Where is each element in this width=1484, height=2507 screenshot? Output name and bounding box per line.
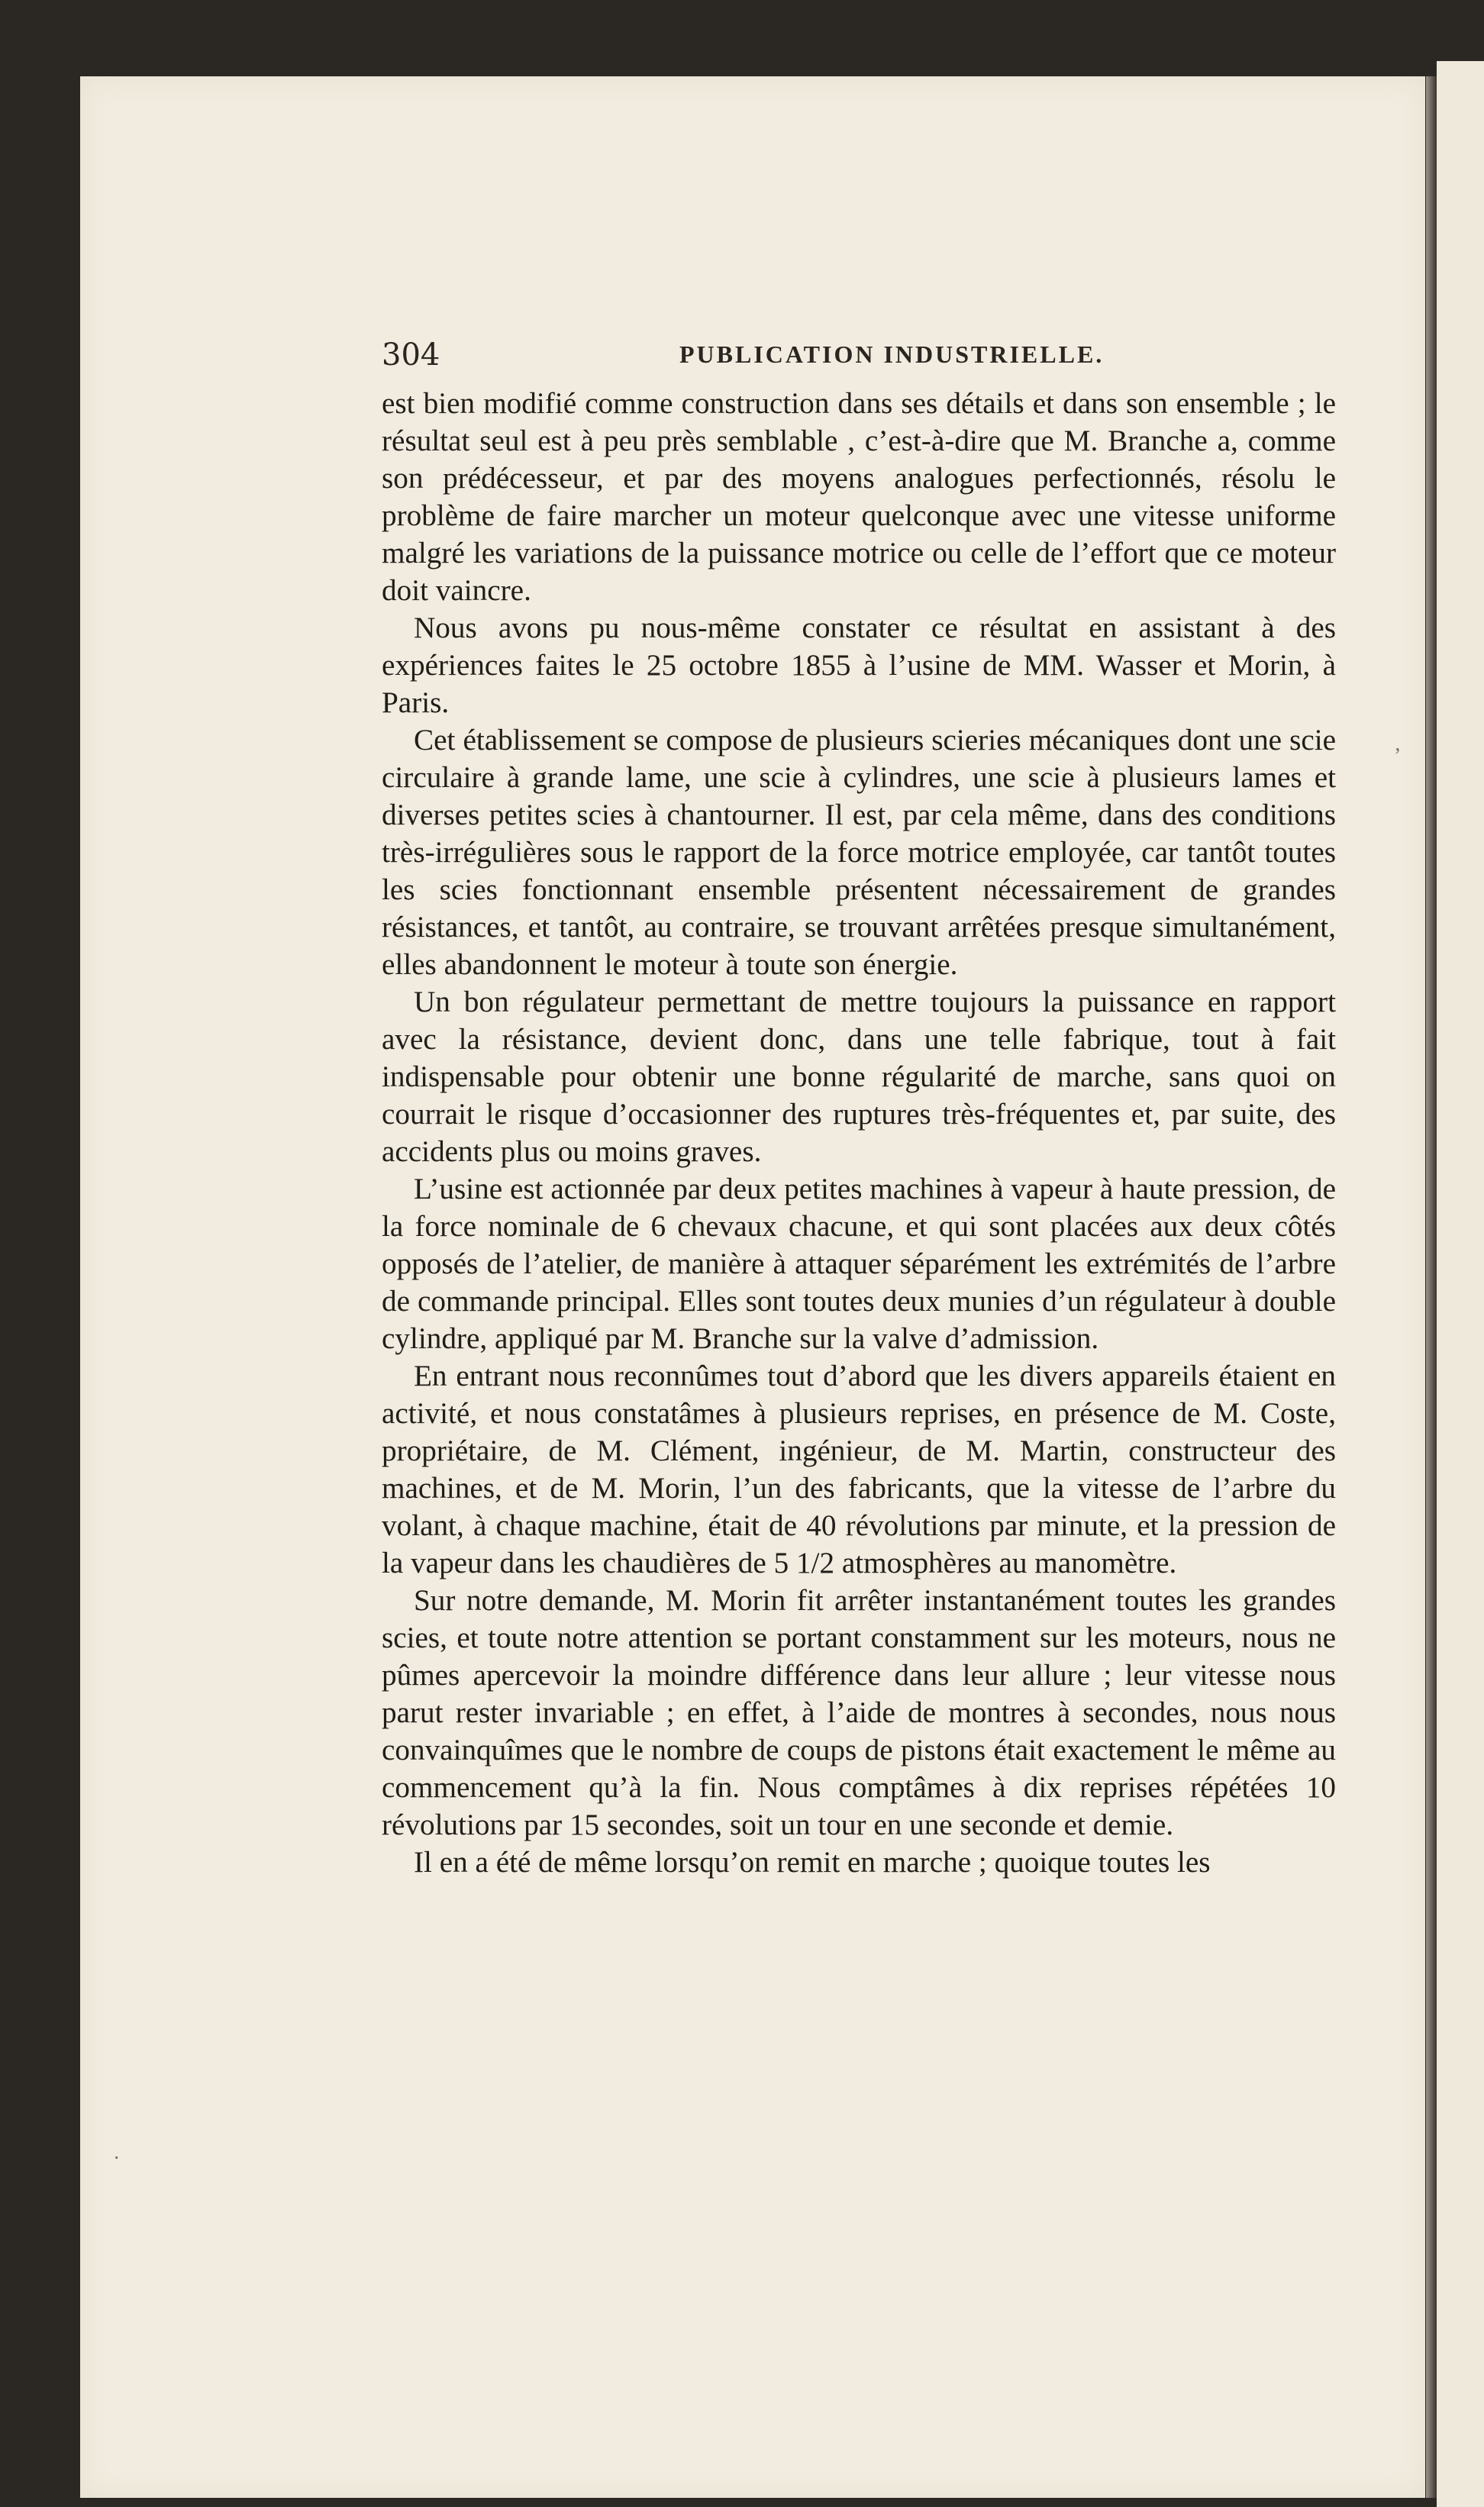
- paragraph: Il en a été de même lorsqu’on remit en marche ; quoique toutes les: [414, 1846, 1211, 1879]
- paragraph: L’usine est actionnée par deux petites machines à vapeur à haute pression, de la force nominale de 6 chevaux chacune, et qui sont placées aux deux côtés opposés de l’atelier, de manière à attaquer séparément les extrémités de l’arbre de commande principal. Elles sont toutes deux munies d’un régulateur à double cylindre, appliqué par M. Branche sur la valve d’admission.: [382, 1173, 1336, 1355]
- margin-speck: ’: [1394, 744, 1402, 768]
- page-gutter-shadow: [1426, 76, 1437, 2498]
- margin-speck: ·: [113, 2147, 121, 2170]
- running-title: PUBLICATION INDUSTRIELLE.: [679, 340, 1105, 368]
- paragraph: En entrant nous reconnûmes tout d’abord que les divers appareils étaient en activité, et nous constatâmes à plusieurs reprises, en présence de M. Coste, propriétaire, de M. Clément, ingénieur, de M. Martin, constructeur des machines, et de M. Morin, l’un des fabricants, que la vitesse de l’arbre du volant, à chaque machine, était de 40 révolutions par minute, et la pression de la vapeur dans les chaudières de 5 1/2 atmosphères au manomètre.: [382, 1360, 1336, 1579]
- running-head: [382, 337, 1389, 383]
- facing-page-edge: [1437, 61, 1484, 2507]
- paragraph: Nous avons pu nous-même constater ce résultat en assistant à des expériences faites le 25 octobre 1855 à l’usine de MM. Wasser et Morin, à Paris.: [382, 611, 1336, 719]
- body-text: [382, 385, 1336, 1881]
- page-number: 304: [382, 337, 440, 373]
- paragraph: est bien modifié comme construction dans ses détails et dans son ensemble ; le résultat seul est à peu près semblable , c’est-à-dire que M. Branche a, comme son prédécesseur, et par des moyens analogues perfectionnés, résolu le problème de faire marcher un moteur quelconque avec une vitesse uniforme malgré les variations de la puissance motrice ou celle de l’effort que ce moteur doit vaincre.: [382, 387, 1336, 607]
- paragraph: Un bon régulateur permettant de mettre toujours la puissance en rapport avec la résistance, devient donc, dans une telle fabrique, tout à fait indispensable pour obtenir une bonne régularité de marche, sans quoi on courrait le risque d’occasionner des ruptures très-fréquentes et, par suite, des accidents plus ou moins graves.: [382, 986, 1336, 1168]
- paragraph: Sur notre demande, M. Morin fit arrêter instantanément toutes les grandes scies, et toute notre attention se portant constamment sur les moteurs, nous ne pûmes apercevoir la moindre différence dans leur allure ; leur vitesse nous parut rester invariable ; en effet, à l’aide de montres à secondes, nous nous convainquîmes que le nombre de coups de pistons était exactement le même au commencement qu’à la fin. Nous comptâmes à dix reprises répétées 10 révolutions par 15 secondes, soit un tour en une seconde et demie.: [382, 1584, 1336, 1841]
- paragraph: Cet établissement se compose de plusieurs scieries mécaniques dont une scie circulaire à grande lame, une scie à cylindres, une scie à plusieurs lames et diverses petites scies à chantourner. Il est, par cela même, dans des conditions très-irrégulières sous le rapport de la force motrice employée, car tantôt toutes les scies fonctionnant ensemble présentent nécessairement de grandes résistances, et tantôt, au contraire, se trouvant arrêtées presque simultanément, elles abandonnent le moteur à toute son énergie.: [382, 724, 1336, 981]
